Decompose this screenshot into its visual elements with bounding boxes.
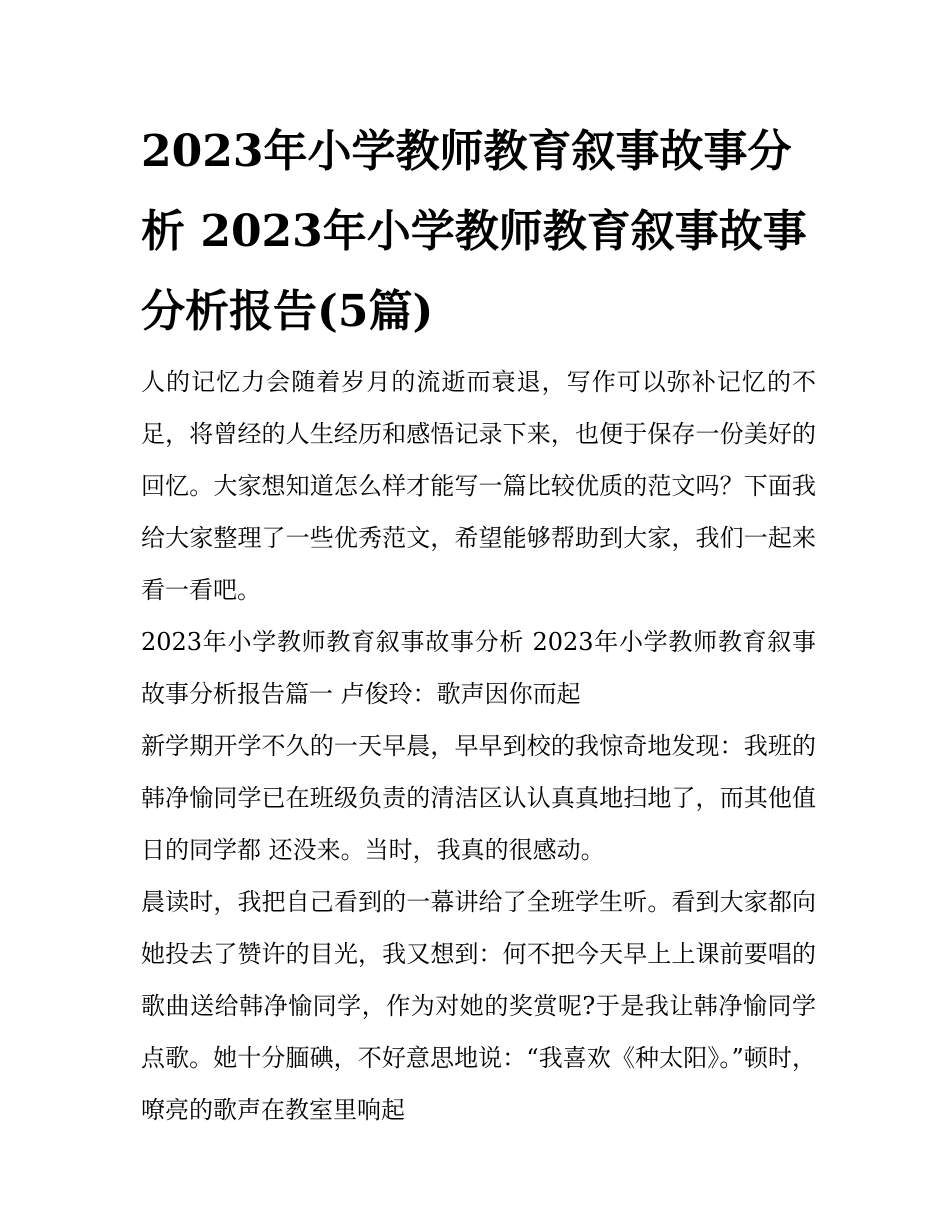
title-number: 2023 xyxy=(200,206,323,257)
story-paragraph-1: 新学期开学不久的一天早晨，早早到校的我惊奇地发现：我班的韩净愉同学已在班级负责的清洁区认认真真地扫地了，而其他值日的同学都 还没来。当时，我真的很感动。 xyxy=(141,732,816,864)
document-title: 2023年小学教师教育叙事故事分析 2023年小学教师教育叙事故事分析报告(5篇) xyxy=(141,126,807,337)
story-paragraph-2: 晨读时，我把自己看到的一幕讲给了全班学生听。看到大家都向她投去了赞许的目光，我又想到：何不把今天早上上课前要唱的歌曲送给韩净愉同学，作为对她的奖赏呢?于是我让韩净愉同学点歌。她十分腼碘，不好意思地说：“我喜欢《种太阳》。”顿时，嘹亮的歌声在教室里响起 xyxy=(141,888,816,1124)
document-page xyxy=(141,112,816,1136)
title-number: 2023 xyxy=(141,126,264,177)
intro-paragraph: 人的记忆力会随着岁月的流逝而衰退，写作可以弥补记忆的不足，将曾经的人生经历和感悟记录下来，也便于保存一份美好的回忆。大家想知道怎么样才能写一篇比较优质的范文吗？下面我给大家整理了一些优秀范文，希望能够帮助到大家，我们一起来看一看吧。 xyxy=(141,368,816,604)
title-number: 5 xyxy=(337,286,369,337)
section-heading-paragraph: 2023年小学教师教育叙事故事分析 2023年小学教师教育叙事故事分析报告篇一 卢俊玲：歌声因你而起 xyxy=(141,628,816,708)
